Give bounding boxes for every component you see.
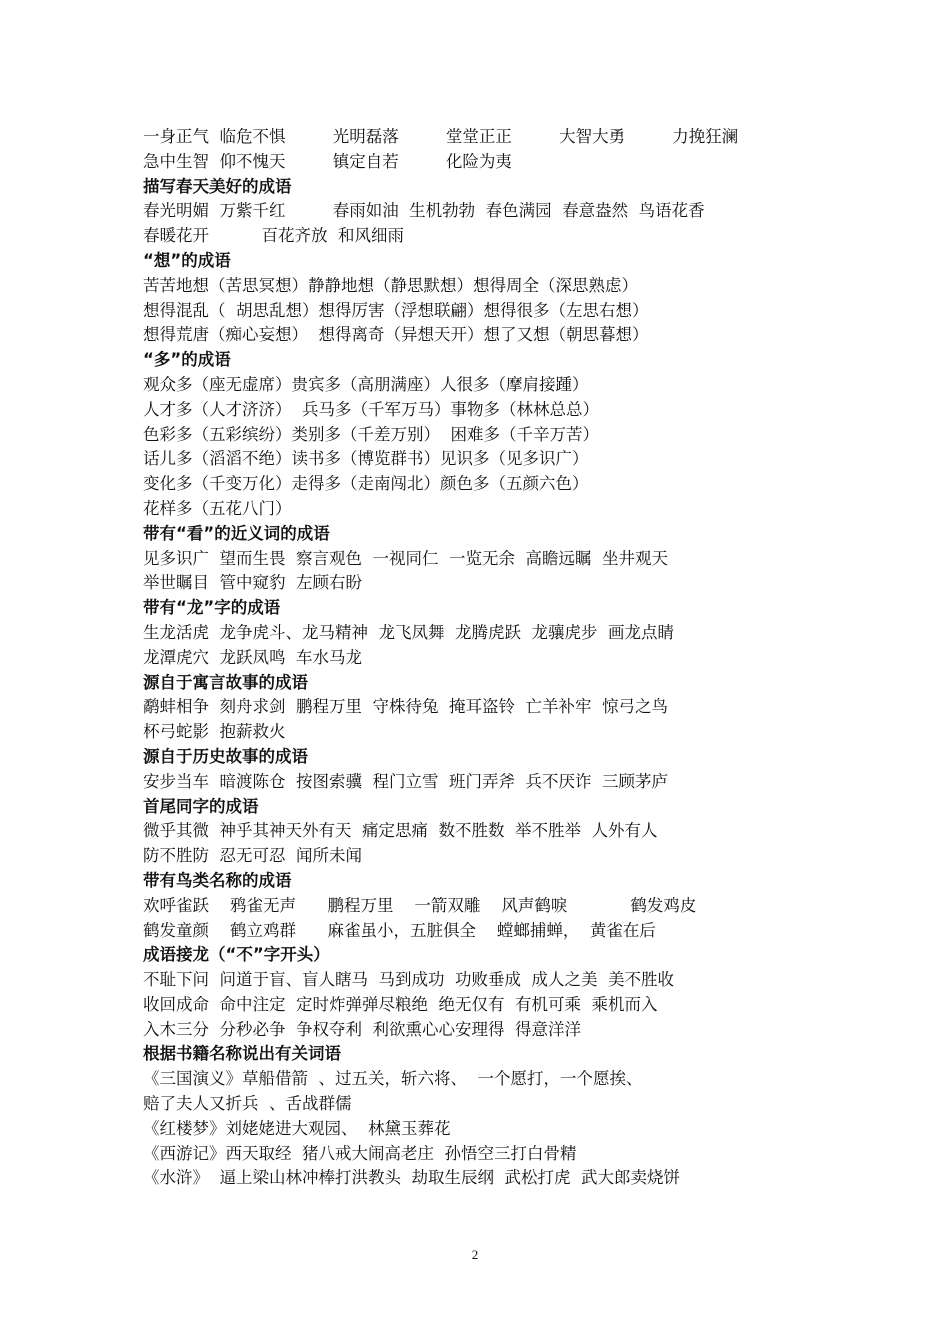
page-number: 2: [471, 1247, 479, 1262]
text-line: 安步当车 暗渡陈仓 按图索骥 程门立雪 班门弄斧 兵不厌诈 三顾茅庐: [143, 771, 668, 791]
text-line: 《三国演义》草船借箭 、过五关，斩六将、 一个愿打，一个愿挨、: [143, 1069, 643, 1089]
section-heading: 成语接龙（“不”字开头）: [143, 945, 330, 965]
text-line: 杯弓蛇影 抱薪救火: [143, 722, 286, 742]
text-line: 花样多（五花八门）: [143, 498, 292, 518]
section-heading: 描写春天美好的成语: [143, 176, 292, 196]
text-line: 春暖花开 百花齐放 和风细雨: [143, 226, 404, 246]
text-line: 人才多（人才济济） 兵马多（千军万马）事物多（林林总总）: [143, 399, 599, 419]
text-line: 赔了夫人又折兵 、舌战群儒: [143, 1094, 352, 1114]
section-heading: 首尾同字的成语: [143, 796, 259, 816]
text-line: 春光明媚 万紫千红 春雨如油 生机勃勃 春色满园 春意盎然 鸟语花香: [143, 201, 705, 221]
text-line: 色彩多（五彩缤纷）类别多（千差万别） 困难多（千辛万苦）: [143, 424, 599, 444]
text-line: 变化多（千变万化）走得多（走南闯北）颜色多（五颜六色）: [143, 474, 589, 494]
section-heading: 带有“看”的近义词的成语: [143, 523, 330, 543]
text-line: 龙潭虎穴 龙跃凤鸣 车水马龙: [143, 647, 362, 667]
section-heading: 源自于历史故事的成语: [143, 746, 308, 766]
section-heading: 根据书籍名称说出有关词语: [143, 1044, 341, 1064]
text-line: 想得混乱（ 胡思乱想）想得厉害（浮想联翩）想得很多（左思右想）: [143, 300, 649, 320]
text-line: 防不胜防 忍无可忍 闻所未闻: [143, 846, 362, 866]
text-line: 急中生智 仰不愧天 镇定自若 化险为夷: [143, 151, 512, 171]
section-heading: “想”的成语: [143, 250, 231, 270]
text-line: 生龙活虎 龙争虎斗、龙马精神 龙飞凤舞 龙腾虎跃 龙骧虎步 画龙点睛: [143, 622, 674, 642]
section-heading: 带有“龙”字的成语: [143, 598, 281, 618]
text-line: 鹬蚌相争 刻舟求剑 鹏程万里 守株待兔 掩耳盗铃 亡羊补牢 惊弓之鸟: [143, 697, 668, 717]
text-line: 微乎其微 神乎其神天外有天 痛定思痛 数不胜数 举不胜举 人外有人: [143, 821, 658, 841]
text-line: 想得荒唐（痴心妄想） 想得离奇（异想天开）想了又想（朝思暮想）: [143, 325, 649, 345]
text-line: 收回成命 命中注定 定时炸弹弹尽粮绝 绝无仅有 有机可乘 乘机而入: [143, 994, 658, 1014]
text-line: 观众多（座无虚席）贵宾多（高朋满座）人很多（摩肩接踵）: [143, 374, 589, 394]
text-line: 不耻下问 问道于盲、盲人瞎马 马到成功 功败垂成 成人之美 美不胜收: [143, 970, 674, 990]
text-line: 苦苦地想（苦思冥想）静静地想（静思默想）想得周全（深思熟虑）: [143, 275, 638, 295]
text-line: 《红楼梦》刘姥姥进大观园、 林黛玉葬花: [143, 1118, 451, 1138]
section-heading: “多”的成语: [143, 350, 231, 370]
text-line: 《水浒》 逼上梁山林冲棒打洪教头 劫取生辰纲 武松打虎 武大郎卖烧饼: [143, 1168, 680, 1188]
text-line: 鹤发童颜 鹤立鸡群 麻雀虽小，五脏俱全 螳螂捕蝉， 黄雀在后: [143, 920, 656, 940]
text-line: 见多识广 望而生畏 察言观色 一视同仁 一览无余 高瞻远瞩 坐井观天: [143, 548, 668, 568]
text-line: 一身正气 临危不惧 光明磊落 堂堂正正 大智大勇 力挽狂澜: [143, 127, 739, 146]
text-line: 话儿多（滔滔不绝）读书多（博览群书）见识多（见多识广）: [143, 449, 589, 469]
text-line: 举世瞩目 管中窥豹 左顾右盼: [143, 573, 362, 593]
document-body: [143, 125, 833, 1191]
text-line: 欢呼雀跃 鸦雀无声 鹏程万里 一箭双雕 风声鹤唳 鹤发鸡皮: [143, 895, 697, 915]
text-line: 入木三分 分秒必争 争权夺利 利欲熏心心安理得 得意洋洋: [143, 1019, 581, 1039]
text-line: 《西游记》西天取经 猪八戒大闹高老庄 孙悟空三打白骨精: [143, 1143, 577, 1163]
section-heading: 源自于寓言故事的成语: [143, 672, 308, 692]
section-heading: 带有鸟类名称的成语: [143, 870, 292, 890]
